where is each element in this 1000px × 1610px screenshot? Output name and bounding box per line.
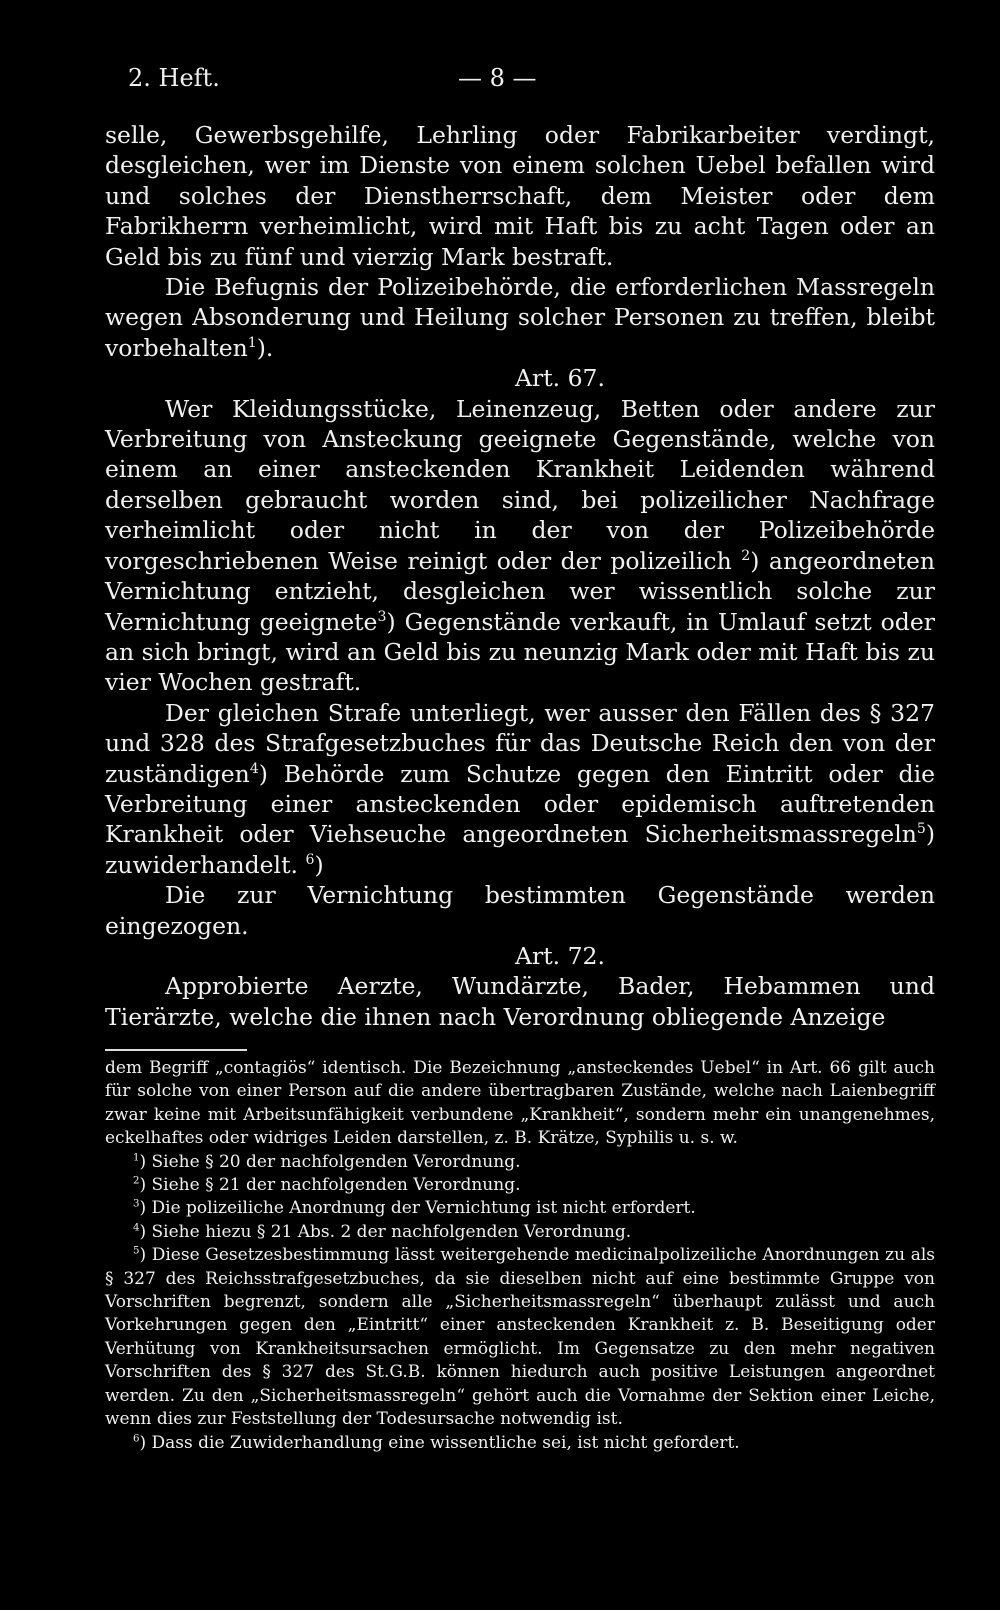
footnote-ref-6: 6: [305, 851, 315, 868]
footnote-1: $^1$) Siehe § 20 der nachfolgenden Verordnung.: [133, 1151, 521, 1172]
issue-label: 2. Heft.: [128, 64, 220, 92]
footnote-2: $^2$) Siehe § 21 der nachfolgenden Verordnung.: [133, 1175, 521, 1196]
page-header: [128, 64, 900, 104]
paragraph-art67: Wer Kleidungsstücke, Leinenzeug, Betten oder andere zur Verbreitung von Ansteckung geeignete Gegenstände, welche von einem an einer ansteckenden Krankheit Leidenden während derselben gebraucht worden sind, bei polizeilicher Nachfrage verheimlicht oder nicht in der von der Polizeibehörde vorgeschriebenen Weise reinigt oder der polizeilich $^2$) angeordneten Vernichtung entzieht, desgleichen wer wissentlich solche zur Vernichtung geeignete$^3$) Gegenstände verkauft, in Umlauf setzt oder an sich bringt, wird an Geld bis zu neunzig Mark oder mit Haft bis zu vier Wochen gestraft.: [105, 394, 935, 697]
footnote-3: $^3$) Die polizeiliche Anordnung der Vernichtung ist nicht erfordert.: [133, 1198, 696, 1219]
footnotes: [105, 1057, 935, 1455]
footnote-continued: dem Begriff „contagiös“ identisch. Die Bezeichnung „ansteckendes Uebel“ in Art. 66 gilt auch für solche von einer Person auf die andere übertragbaren Zustände, welche nach Laienbegriff zwar keine mit Arbeitsunfähigkeit verbundene „Krankheit“, sondern mehr ein unangenehmes, eckelhaftes oder widriges Leiden darstellen, z. B. Krätze, Syphilis u. s. w.: [105, 1058, 935, 1149]
paragraph-strafe: Der gleichen Strafe unterliegt, wer ausser den Fällen des § 327 und 328 des Strafgesetzbuches für das Deutsche Reich den von der zuständigen$^4$) Behörde zum Schutze gegen den Eintritt oder die Verbreitung einer ansteckenden oder epidemisch auftretenden Krankheit oder Viehseuche angeordneten Sicherheitsmassregeln$^5$) zuwiderhandelt. $^6$): [105, 698, 935, 879]
footnote-ref-4: 4: [249, 760, 259, 777]
paragraph-art72: Approbierte Aerzte, Wundärzte, Bader, Hebammen und Tierärzte, welche die ihnen nach Verordnung obliegende Anzeige: [105, 972, 935, 1031]
footnote-6: $^6$) Dass die Zuwiderhandlung eine wissentliche sei, ist nicht gefordert.: [133, 1432, 740, 1453]
paragraph-befugnis: Die Befugnis der Polizeibehörde, die erforderlichen Massregeln wegen Absonderung und Heilung solcher Personen zu treffen, bleibt vorbehalten$^1$).: [105, 273, 935, 362]
footnote-divider: [105, 1049, 247, 1051]
footnote-ref-1: 1: [247, 335, 257, 352]
article-heading-72: Art. 72.: [515, 941, 605, 970]
footnote-ref-3: 3: [377, 608, 387, 625]
page-number: — 8 —: [458, 64, 537, 92]
paragraph-continued: selle, Gewerbsgehilfe, Lehrling oder Fabrikarbeiter verdingt, desgleichen, wer im Dienste von einem solchen Uebel befallen wird und solches der Dienstherrschaft, dem Meister oder dem Fabrikherrn verheimlicht, wird mit Haft bis zu acht Tagen oder an Geld bis zu fünf und vierzig Mark bestraft.: [105, 121, 935, 271]
footnote-ref-2: 2: [741, 547, 751, 564]
main-text: [105, 120, 935, 1032]
footnote-5: $^5$) Diese Gesetzesbestimmung lässt weitergehende medicinalpolizeiliche Anordnungen zu als § 327 des Reichsstrafgesetzbuches, da sie dieselben nicht auf eine bestimmte Gruppe von Vorschriften begrenzt, sondern alle „Sicherheitsmassregeln“ überhaupt zulässt und auch Vorkehrungen gegen den „Eintritt“ einer ansteckenden Krankheit z. B. Beseitigung oder Verhütung von Krankheitsursachen ermöglicht. Im Gegensatze zu den mehr negativen Vorschriften des § 327 des St.G.B. können hiedurch auch positive Leistungen angeordnet werden. Zu den „Sicherheitsmassregeln“ gehört auch die Vornahme der Sektion einer Leiche, wenn dies zur Feststellung der Todesursache notwendig ist.: [105, 1245, 935, 1430]
article-heading-67: Art. 67.: [515, 364, 605, 393]
footnote-ref-5: 5: [916, 821, 926, 838]
paragraph-eingezogen: Die zur Vernichtung bestimmten Gegenstände werden eingezogen.: [105, 881, 935, 940]
footnote-4: $^4$) Siehe hiezu § 21 Abs. 2 der nachfolgenden Verordnung.: [133, 1221, 632, 1242]
